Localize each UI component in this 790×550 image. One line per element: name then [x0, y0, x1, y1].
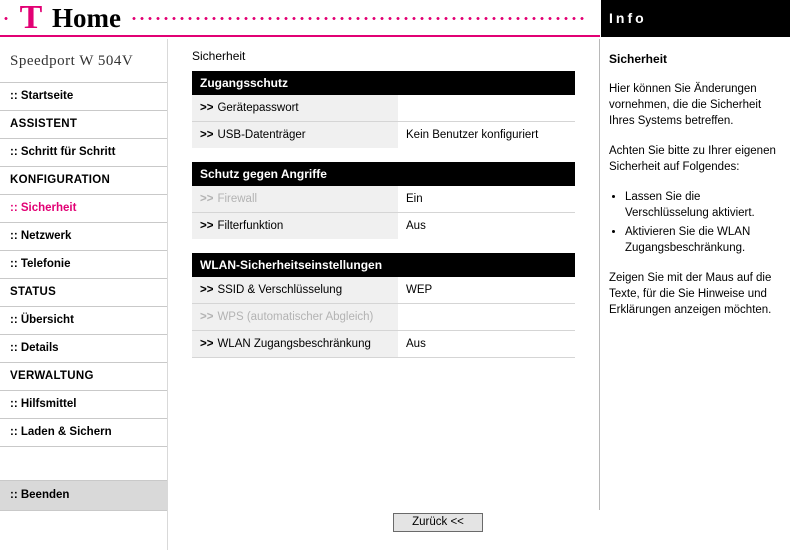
info-bullet-list: [609, 189, 780, 256]
row-link-filterfunktion[interactable]: [192, 213, 398, 239]
row-value-usb-datentraeger: Kein Benutzer konfiguriert: [398, 122, 575, 148]
info-paragraph-2: Achten Sie bitte zu Ihrer eigenen Sicherheit auf Folgendes:: [609, 145, 776, 173]
section-heading: Schutz gegen Angriffe: [192, 162, 575, 186]
chevron-right-icon: >>: [200, 311, 214, 323]
chevron-right-icon: >>: [200, 129, 214, 141]
sidebar-section-konfiguration: KONFIGURATION: [0, 167, 167, 195]
table-row: [192, 331, 575, 357]
sidebar: [0, 39, 168, 550]
page-title: Home: [52, 3, 121, 33]
main-content: [168, 39, 600, 550]
settings-list: [168, 71, 599, 358]
row-link-usb-datentraeger[interactable]: [192, 122, 398, 148]
row-value-ssid-verschluesselung: WEP: [398, 277, 575, 303]
dot-divider-left: [2, 16, 12, 21]
row-link-wps: [192, 304, 398, 330]
sidebar-item-details[interactable]: :: Details: [0, 335, 167, 363]
chevron-right-icon: >>: [200, 338, 214, 350]
row-value-filterfunktion: Aus: [398, 213, 575, 239]
chevron-right-icon: >>: [200, 284, 214, 296]
sidebar-item-hilfsmittel[interactable]: :: Hilfsmittel: [0, 391, 167, 419]
info-panel: [601, 0, 790, 550]
row-label-text: WLAN Zugangsbeschränkung: [217, 338, 371, 350]
row-label-text: USB-Datenträger: [217, 129, 306, 141]
row-label-text: SSID & Verschlüsselung: [217, 284, 343, 296]
chevron-right-icon: >>: [200, 193, 214, 205]
sidebar-item-netzwerk[interactable]: :: Netzwerk: [0, 223, 167, 251]
row-link-ssid-verschluesselung[interactable]: [192, 277, 398, 303]
sidebar-section-status: STATUS: [0, 279, 167, 307]
section-heading: Zugangsschutz: [192, 71, 575, 95]
list-item: • Aktivieren Sie die WLAN Zugangsbeschränkung.: [625, 224, 780, 256]
sidebar-section-verwaltung: VERWALTUNG: [0, 363, 167, 391]
row-value-firewall: Ein: [398, 186, 575, 212]
content-title: Sicherheit: [192, 49, 246, 63]
sidebar-section-assistent: ASSISTENT: [0, 111, 167, 139]
sidebar-item-telefonie[interactable]: :: Telefonie: [0, 251, 167, 279]
section-schutz-gegen-angriffe: [192, 162, 575, 239]
row-label-text: WPS (automatischer Abgleich): [217, 311, 374, 323]
info-paragraph-1: Hier können Sie Änderungen vornehmen, die die Sicherheit Ihres Systems betreffen.: [609, 83, 762, 127]
row-value-wlan-zugangsbeschraenkung: Aus: [398, 331, 575, 357]
info-panel-header: Info: [601, 0, 790, 37]
table-row: [192, 95, 575, 122]
row-value-geraetepasswort: [398, 95, 575, 121]
app-header: [0, 0, 600, 37]
section-wlan-sicherheitseinstellungen: [192, 253, 575, 358]
list-item: • Lassen Sie die Verschlüsselung aktiviert.: [625, 189, 780, 221]
table-row: [192, 277, 575, 304]
info-title: Sicherheit: [609, 52, 668, 66]
table-row: [192, 213, 575, 239]
back-button[interactable]: Zurück <<: [393, 513, 483, 532]
info-paragraph-3: Zeigen Sie mit der Maus auf die Texte, für die Sie Hinweise und Erklärungen anzeigen möchten.: [609, 272, 772, 316]
footer: [168, 510, 600, 550]
table-row: [192, 304, 575, 331]
row-label-text: Gerätepasswort: [217, 102, 299, 114]
chevron-right-icon: >>: [200, 220, 214, 232]
row-value-wps: [398, 304, 575, 330]
device-model-label: Speedport W 504V: [0, 39, 167, 83]
section-heading: WLAN-Sicherheitseinstellungen: [192, 253, 575, 277]
sidebar-item-laden-und-sichern[interactable]: :: Laden & Sichern: [0, 419, 167, 447]
table-row: [192, 122, 575, 148]
table-row: [192, 186, 575, 213]
row-label-text: Firewall: [217, 193, 258, 205]
info-panel-body: [601, 37, 790, 318]
row-link-geraetepasswort[interactable]: [192, 95, 398, 121]
sidebar-item-schritt-fuer-schritt[interactable]: :: Schritt für Schritt: [0, 139, 167, 167]
row-label-text: Filterfunktion: [217, 220, 284, 232]
section-zugangsschutz: [192, 71, 575, 148]
row-link-wlan-zugangsbeschraenkung[interactable]: [192, 331, 398, 357]
sidebar-item-startseite[interactable]: :: Startseite: [0, 83, 167, 111]
chevron-right-icon: >>: [200, 102, 214, 114]
row-link-firewall: [192, 186, 398, 212]
dot-divider-right: [130, 16, 588, 21]
sidebar-item-uebersicht[interactable]: :: Übersicht: [0, 307, 167, 335]
sidebar-item-beenden[interactable]: :: Beenden: [0, 480, 167, 511]
telekom-t-logo: T: [19, 0, 43, 36]
sidebar-item-sicherheit[interactable]: :: Sicherheit: [0, 195, 167, 223]
